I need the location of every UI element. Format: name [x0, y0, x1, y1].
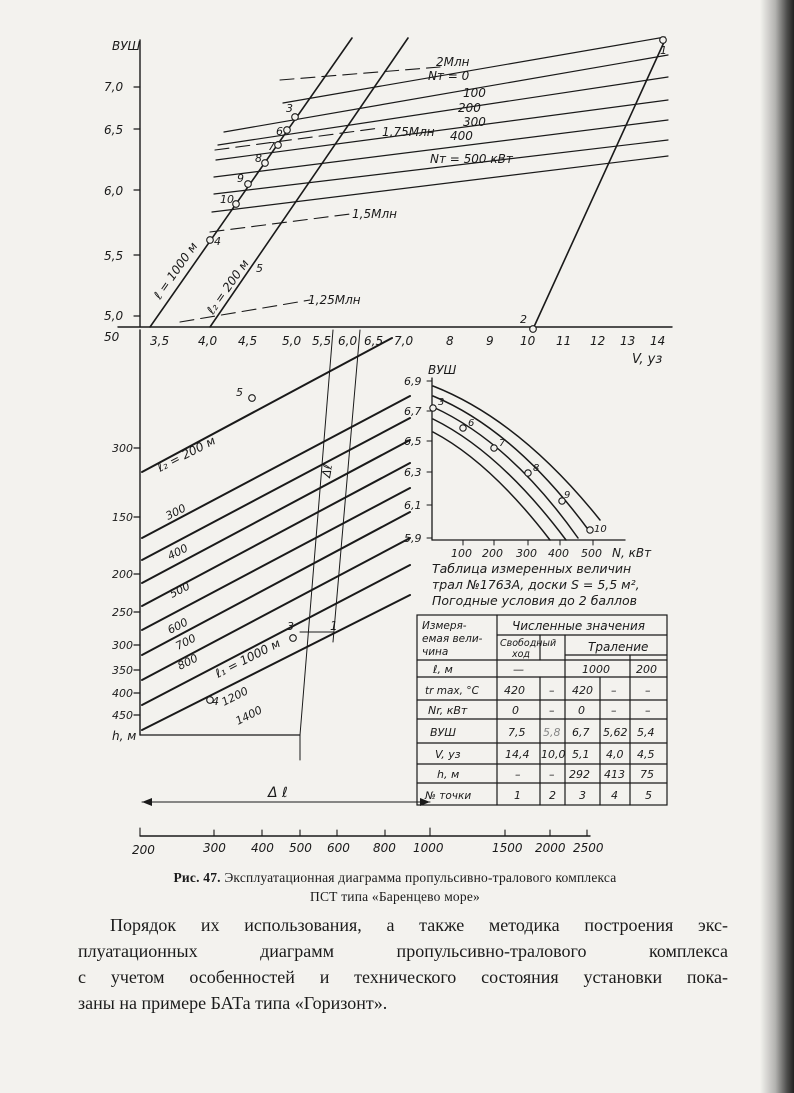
power-label: 100	[463, 86, 486, 100]
table-header-group: Численные значения	[512, 619, 645, 633]
table-cell: 4	[611, 789, 618, 802]
table-header-free: ход	[512, 649, 531, 660]
bottom-line-label: ℓ₂ = 200 м	[155, 433, 218, 475]
inset-point-label: 3	[438, 397, 445, 408]
table-cell: 10,0	[541, 748, 566, 761]
top-x-tick: 5,5	[312, 334, 332, 348]
bottom-line-label: 800	[175, 651, 201, 673]
table-cell: –	[515, 768, 521, 781]
inset-y-tick: 6,7	[404, 405, 422, 418]
table-cell-label: ВУШ	[430, 726, 457, 739]
inset-curves	[433, 386, 600, 540]
table-cell: 3	[579, 789, 586, 802]
bottom-scale-tick: 600	[327, 841, 350, 855]
table-cell: 420	[504, 684, 525, 697]
table-header-label: чина	[422, 646, 449, 658]
table-cell: 1	[514, 789, 521, 802]
table-title-line: трал №1763А, доски S = 5,5 м²,	[432, 577, 640, 592]
figure-caption	[100, 868, 690, 906]
paragraph-line: заны на примере БАТа типа «Горизонт».	[78, 993, 388, 1013]
inset-y-axis-label: ВУШ	[428, 363, 457, 377]
paragraph-line: плуатационных диаграмм пропульсивно-тралового комплекса	[78, 941, 728, 961]
bottom-y-tick: 400	[112, 687, 133, 700]
top-y-axis-label: ВУШ	[112, 39, 141, 53]
table-cell: 75	[640, 768, 654, 781]
inset-y-tick: 6,9	[404, 375, 422, 388]
bottom-y-tick: 450	[112, 709, 133, 722]
top-point-label: 4	[214, 235, 221, 248]
bottom-line-label: 500	[167, 579, 193, 601]
table-header-trawl: Траление	[588, 640, 649, 654]
top-x-tick: 11	[556, 334, 572, 348]
inset-y-tick: 5,9	[404, 532, 422, 545]
top-x-tick: 6,5	[364, 334, 384, 348]
top-x-tick: 3,5	[150, 334, 170, 348]
bottom-scale-tick: 400	[251, 841, 274, 855]
power-label: Nт = 500 кВт	[430, 152, 513, 166]
bottom-scale-tick: 800	[373, 841, 396, 855]
inset-y-tick: 6,5	[404, 435, 422, 448]
table-cell: –	[611, 704, 617, 717]
bottom-y-tick: 350	[112, 664, 133, 677]
bottom-line-label: 1400	[233, 703, 265, 728]
table-cell: 200	[636, 663, 657, 676]
table-header-free: Свободный	[500, 638, 557, 649]
top-point-label: 6	[276, 125, 283, 138]
table-cell: –	[645, 704, 651, 717]
top-x-tick: 10	[520, 334, 536, 348]
top-y-tick: 7,0	[104, 80, 124, 94]
table-cell: 5,1	[572, 748, 590, 761]
thrust-label: 1,5Млн	[352, 207, 397, 221]
top-point-label: 10	[220, 193, 234, 206]
body-paragraph	[78, 912, 728, 1016]
table-cell: 4,5	[637, 748, 655, 761]
inset-x-tick: 400	[548, 547, 569, 560]
table-title-line: Таблица измеренных величин	[432, 561, 632, 576]
depth-label: ℓ₂ = 200 м	[203, 256, 252, 317]
table-cell: –	[611, 684, 617, 697]
bottom-y-tick: 200	[112, 568, 133, 581]
table-cell: –	[549, 704, 555, 717]
bottom-scale-tick: 2500	[573, 841, 604, 855]
table-cell: —	[513, 663, 524, 676]
table-cell: 413	[604, 768, 625, 781]
caption-label: Рис. 47.	[173, 870, 221, 885]
inset-point-label: 7	[499, 438, 506, 449]
table-cell: –	[645, 684, 651, 697]
paragraph-line: Порядок их использования, а также методика построения экс-	[110, 915, 728, 935]
top-x-tick: 7,0	[394, 334, 414, 348]
bottom-scale-tick: 1500	[492, 841, 523, 855]
thrust-label: 1,25Млн	[308, 293, 361, 307]
inset-x-tick: 200	[482, 547, 503, 560]
inset-point-label: 9	[564, 490, 571, 501]
table-title-line: Погодные условия до 2 баллов	[432, 593, 638, 608]
corner-label: 50	[104, 330, 120, 344]
inset-x-tick: 100	[451, 547, 472, 560]
table-cell: –	[549, 768, 555, 781]
depth-label: ℓ = 1000 м	[150, 239, 201, 302]
table-cell-label: h, м	[437, 768, 460, 781]
caption-text: Эксплуатационная диаграмма пропульсивно-тралового комплекса	[224, 870, 617, 885]
table-cell: 14,4	[505, 748, 530, 761]
inset-x-tick: 300	[516, 547, 537, 560]
top-x-tick: 4,0	[198, 334, 218, 348]
bottom-point-label: 5	[236, 386, 243, 399]
top-x-tick: 4,5	[238, 334, 258, 348]
top-point-label: 9	[237, 172, 244, 185]
top-x-tick: 6,0	[338, 334, 358, 348]
top-point-label: 1	[660, 44, 667, 57]
thrust-lines	[180, 67, 440, 322]
table-cell: 420	[572, 684, 593, 697]
projection-lines	[300, 330, 360, 760]
table-cell: 0	[512, 704, 519, 717]
inset-y-tick: 6,3	[404, 466, 422, 479]
top-point-label: 2	[520, 313, 527, 326]
inset-point-label: 6	[468, 418, 475, 429]
bottom-point-label: 4	[212, 695, 219, 708]
bottom-y-tick: 300	[112, 639, 133, 652]
paragraph-line: с учетом особенностей и технического состояния установки пока-	[78, 967, 728, 987]
bottom-scale-tick: 2000	[535, 841, 566, 855]
bottom-line-label: 1200	[219, 684, 251, 709]
table-header-label: емая вели-	[422, 633, 483, 645]
table-cell: –	[549, 684, 555, 697]
top-x-tick: 5,0	[282, 334, 302, 348]
top-point-label: 7	[268, 140, 275, 153]
inset-y-tick: 6,1	[404, 499, 422, 512]
bottom-point-label: 1	[330, 619, 338, 633]
top-x-tick: 12	[590, 334, 606, 348]
bottom-y-tick: 250	[112, 606, 133, 619]
bottom-line-label: 300	[163, 501, 189, 523]
bottom-scale-tick: 200	[132, 843, 155, 857]
bottom-point-label: 3	[287, 620, 294, 633]
caption-line: ПСТ типа «Баренцево море»	[310, 889, 480, 904]
bottom-line-label: 600	[165, 615, 191, 637]
inset-point-label: 10	[594, 524, 607, 535]
top-x-tick: 8	[446, 334, 454, 348]
thrust-label: 1,75Млн	[382, 125, 435, 139]
table-cell-label: tr max, °C	[425, 685, 479, 697]
power-label: Nт = 0	[428, 69, 470, 83]
top-point-label: 3	[286, 102, 293, 115]
table-cell: 7,5	[508, 726, 526, 739]
table-cell: 4,0	[606, 748, 624, 761]
bottom-y-tick: 150	[112, 511, 133, 524]
bottom-line-label: ℓ₁ = 1000 м	[213, 636, 283, 681]
delta-dimension-label: Δ ℓ	[268, 785, 288, 801]
table-cell: 292	[569, 768, 590, 781]
bottom-line-label: 700	[173, 631, 199, 653]
inset-point-label: 8	[533, 463, 540, 474]
inset-x-unit: N, кВт	[612, 546, 652, 560]
table-cell: 5	[645, 789, 652, 802]
table-cell: 5,62	[603, 726, 628, 739]
table-cell: 5,8	[543, 726, 561, 739]
power-label: 2Млн	[436, 55, 470, 69]
table-cell: 6,7	[572, 726, 590, 739]
table-cell: 2	[549, 789, 556, 802]
table-cell: 5,4	[637, 726, 655, 739]
table-cell: 0	[578, 704, 585, 717]
bottom-y-axis-label: h, м	[112, 729, 137, 743]
caption-line	[100, 868, 690, 887]
bottom-y-tick: 300	[112, 442, 133, 455]
top-x-tick: 14	[650, 334, 666, 348]
power-label: 300	[463, 115, 486, 129]
top-x-tick: 9	[486, 334, 494, 348]
top-y-tick: 6,5	[104, 123, 124, 137]
power-label: 400	[450, 129, 473, 143]
inset-x-tick: 500	[581, 547, 602, 560]
bottom-line-label: 400	[165, 541, 191, 563]
top-y-tick: 5,5	[104, 249, 124, 263]
table-cell: 1000	[582, 663, 610, 676]
delta-label: Δℓ	[319, 463, 336, 479]
table-cell-label: ℓ, м	[433, 663, 453, 676]
power-label: 200	[458, 101, 481, 115]
top-x-tick: 13	[620, 334, 636, 348]
top-y-tick: 6,0	[104, 184, 124, 198]
top-point-label: 8	[255, 152, 262, 165]
table-cell-label: № точки	[425, 790, 472, 802]
table-cell-label: Nr, кВт	[428, 704, 468, 717]
top-point-label: 5	[256, 262, 263, 275]
bottom-scale-tick: 1000	[413, 841, 444, 855]
bottom-scale-tick: 500	[289, 841, 312, 855]
bottom-scale-tick: 300	[203, 841, 226, 855]
inset-points	[430, 405, 593, 533]
table-header-label: Измеря-	[422, 620, 467, 632]
top-y-tick: 5,0	[104, 309, 124, 323]
table-cell-label: V, уз	[435, 748, 461, 761]
top-x-axis-label: V, уз	[632, 352, 663, 367]
